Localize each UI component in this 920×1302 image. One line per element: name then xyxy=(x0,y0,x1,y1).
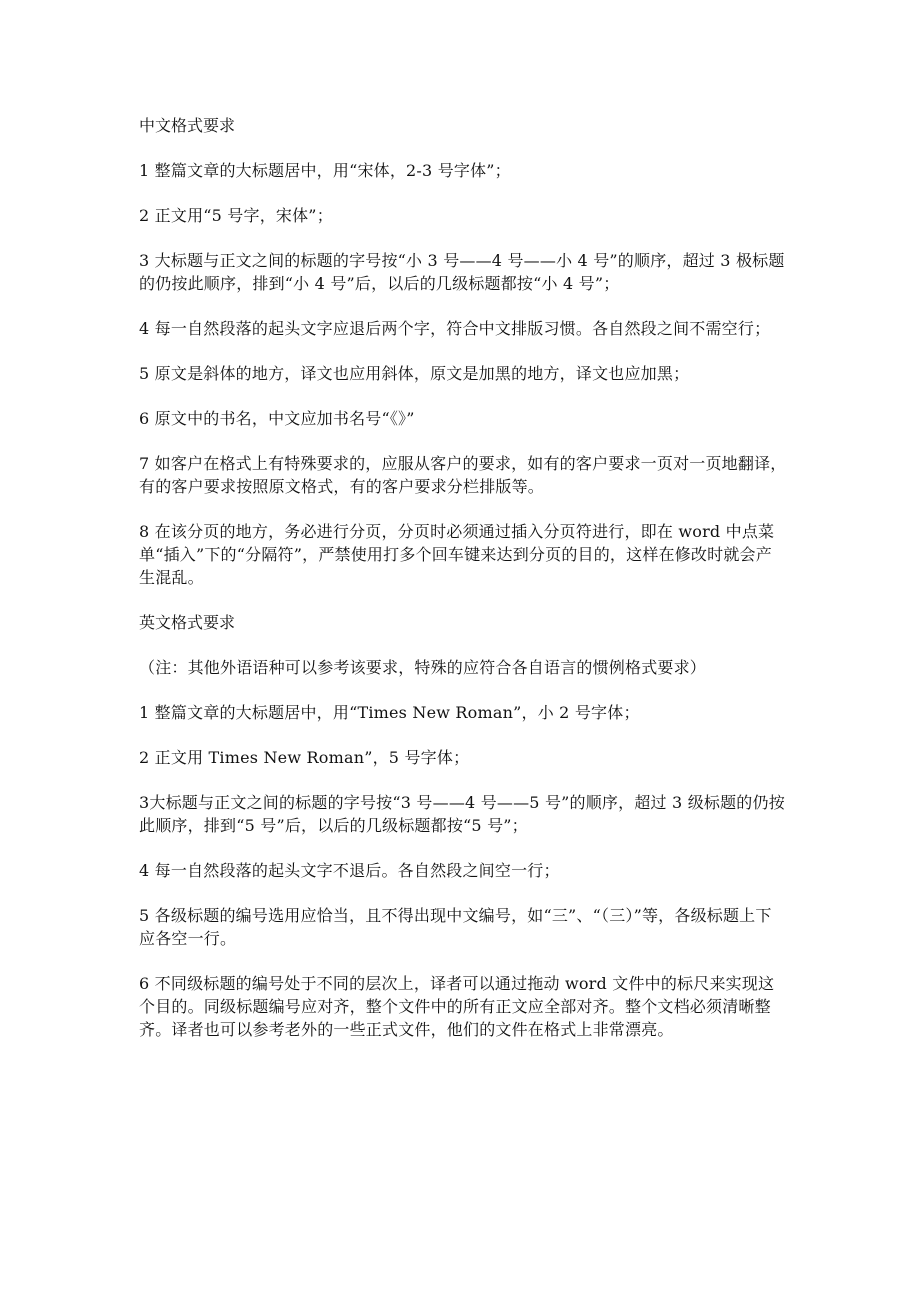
english-section-note: （注：其他外语语种可以参考该要求，特殊的应符合各自语言的惯例格式要求） xyxy=(139,658,707,677)
english-item-2: 2 正文用 Times New Roman”，5 号字体； xyxy=(139,748,470,767)
english-item-4: 4 每一自然段落的起头文字不退后。各自然段之间空一行； xyxy=(139,861,560,880)
chinese-item-7: 7 如客户在格式上有特殊要求的，应服从客户的要求，如有的客户要求一页对一页地翻译，有的客户要求按照原文格式，有的客户要求分栏排版等。 xyxy=(139,454,787,496)
english-item-1: 1 整篇文章的大标题居中，用“Times New Roman”，小 2 号字体； xyxy=(139,703,640,722)
chinese-item-1: 1 整篇文章的大标题居中，用“宋体，2-3 号字体”； xyxy=(139,161,511,180)
chinese-item-4: 4 每一自然段落的起头文字应退后两个字，符合中文排版习惯。各自然段之间不需空行； xyxy=(139,319,771,338)
chinese-item-3: 3 大标题与正文之间的标题的字号按“小 3 号——4 号——小 4 号”的顺序，超过 3 极标题的仍按此顺序，排到“小 4 号”后，以后的几级标题都按“小 4 号”； xyxy=(139,251,785,293)
document-page xyxy=(139,114,787,1063)
english-item-6: 6 不同级标题的编号处于不同的层次上，译者可以通过拖动 word 文件中的标尺来实现这个目的。同级标题编号应对齐，整个文件中的所有正文应全部对齐。整个文档必须清晰整齐。译者也可以参考老外的一些正式文件，他们的文件在格式上非常漂亮。 xyxy=(139,974,775,1039)
chinese-item-8: 8 在该分页的地方，务必进行分页，分页时必须通过插入分页符进行，即在 word 中点菜单“插入”下的“分隔符”，严禁使用打多个回车键来达到分页的目的，这样在修改时就会产生混乱。 xyxy=(139,522,775,587)
chinese-format-heading: 中文格式要求 xyxy=(139,116,236,135)
chinese-item-5: 5 原文是斜体的地方，译文也应用斜体，原文是加黑的地方，译文也应加黑； xyxy=(139,364,690,383)
english-item-5: 5 各级标题的编号选用应恰当，且不得出现中文编号，如“三”、“（三）”等，各级标题上下应各空一行。 xyxy=(139,906,772,948)
english-format-heading: 英文格式要求 xyxy=(139,613,236,632)
chinese-item-2: 2 正文用“5 号字，宋体”； xyxy=(139,206,333,225)
english-item-3: 3大标题与正文之间的标题的字号按“3 号——4 号——5 号”的顺序，超过 3 级标题的仍按此顺序，排到“5 号”后，以后的几级标题都按“5 号”； xyxy=(139,793,785,835)
chinese-item-6: 6 原文中的书名，中文应加书名号“《》” xyxy=(139,409,415,428)
